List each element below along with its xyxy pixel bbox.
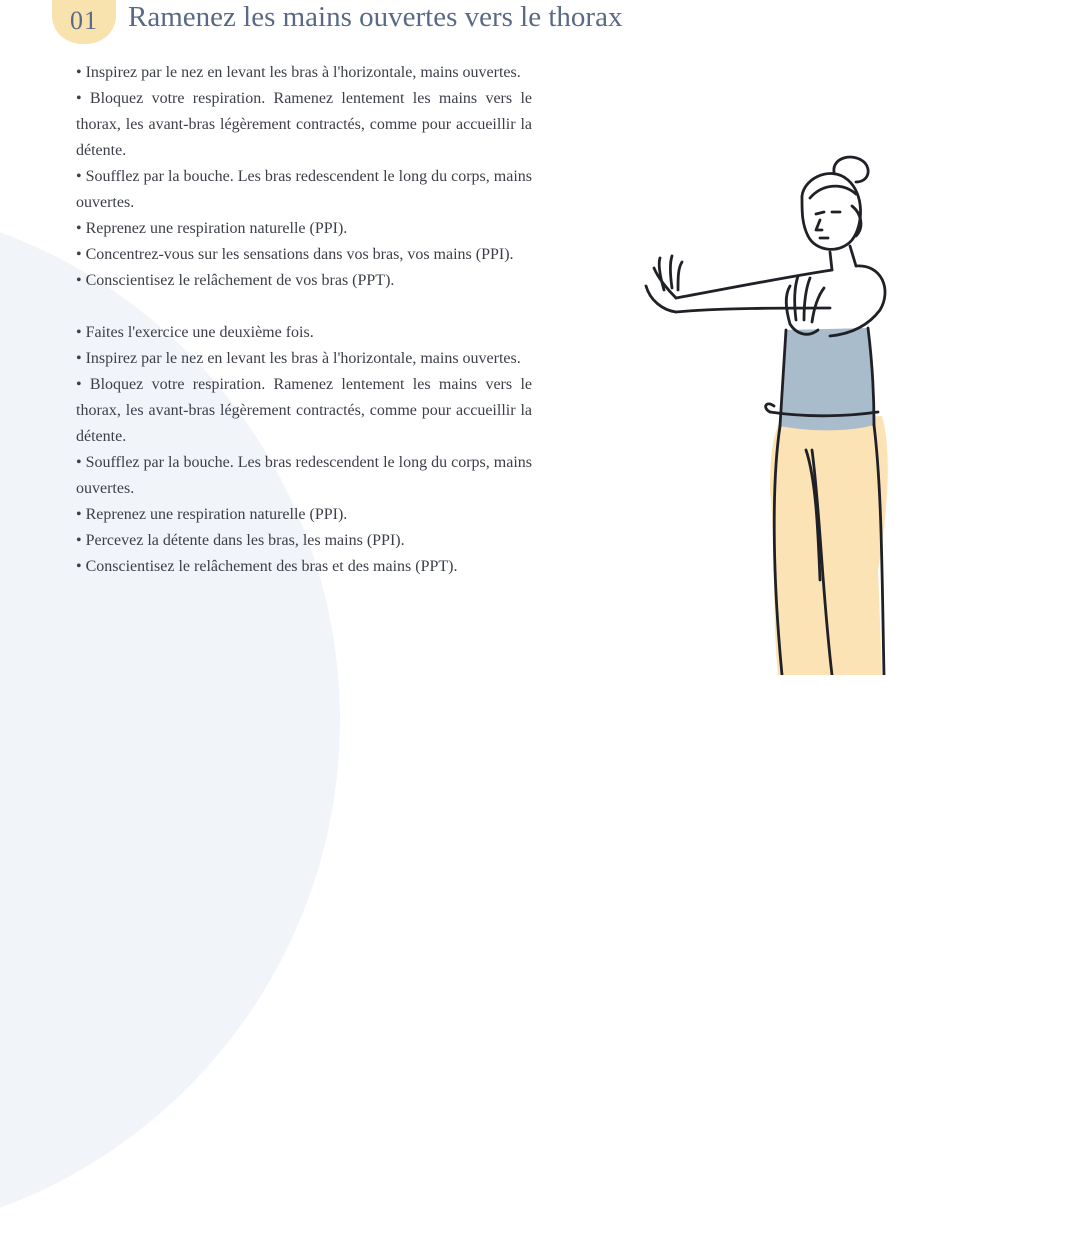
page-title: Ramenez les mains ouvertes vers le thorax: [128, 0, 623, 33]
instruction-line: • Faites l'exercice une deuxième fois.: [76, 324, 314, 341]
instruction-line: • Inspirez par le nez en levant les bras à l'horizontale, mains ouvertes.: [76, 64, 521, 81]
instruction-line: • Bloquez votre respiration. Ramenez lentement les mains vers le thorax, les avant-bras légèrement contractés, comme pour accueillir la détente.: [76, 376, 532, 445]
instruction-line: • Soufflez par la bouche. Les bras redescendent le long du corps, mains ouvertes.: [76, 168, 532, 211]
hand-right: [786, 276, 824, 334]
hair-strand: [810, 186, 856, 198]
front-arm: [676, 308, 830, 312]
instruction-line: • Conscientisez le relâchement des bras et des mains (PPT).: [76, 558, 458, 575]
instruction-line: • Reprenez une respiration naturelle (PPI).: [76, 506, 348, 523]
instruction-line: • Bloquez votre respiration. Ramenez lentement les mains vers le thorax, les avant-bras légèrement contractés, comme pour accueillir la détente.: [76, 90, 532, 159]
neck: [850, 246, 856, 266]
instructions: [76, 60, 532, 580]
instruction-line: • Reprenez une respiration naturelle (PPI).: [76, 220, 348, 237]
instruction-line: • Conscientisez le relâchement de vos bras (PPT).: [76, 272, 395, 289]
waistband-tie: [766, 404, 774, 412]
hair-bun: [834, 157, 868, 182]
instruction-line: • Concentrez-vous sur les sensations dans vos bras, vos mains (PPI).: [76, 246, 514, 263]
step-number-badge: [52, 0, 116, 44]
section-header: [52, 0, 622, 46]
hand-left: [646, 256, 682, 312]
step-number: 01: [70, 6, 98, 35]
instruction-line: • Soufflez par la bouche. Les bras redescendent le long du corps, mains ouvertes.: [76, 454, 532, 497]
back-arm: [830, 266, 885, 336]
paragraph-gap: [76, 294, 532, 320]
woman-breathing-exercise-illustration: [620, 150, 920, 675]
eye: [816, 212, 824, 214]
instruction-line: • Inspirez par le nez en levant les bras à l'horizontale, mains ouvertes.: [76, 350, 521, 367]
nose: [816, 220, 822, 230]
instruction-line: • Percevez la détente dans les bras, les mains (PPI).: [76, 532, 405, 549]
neck: [830, 252, 832, 270]
